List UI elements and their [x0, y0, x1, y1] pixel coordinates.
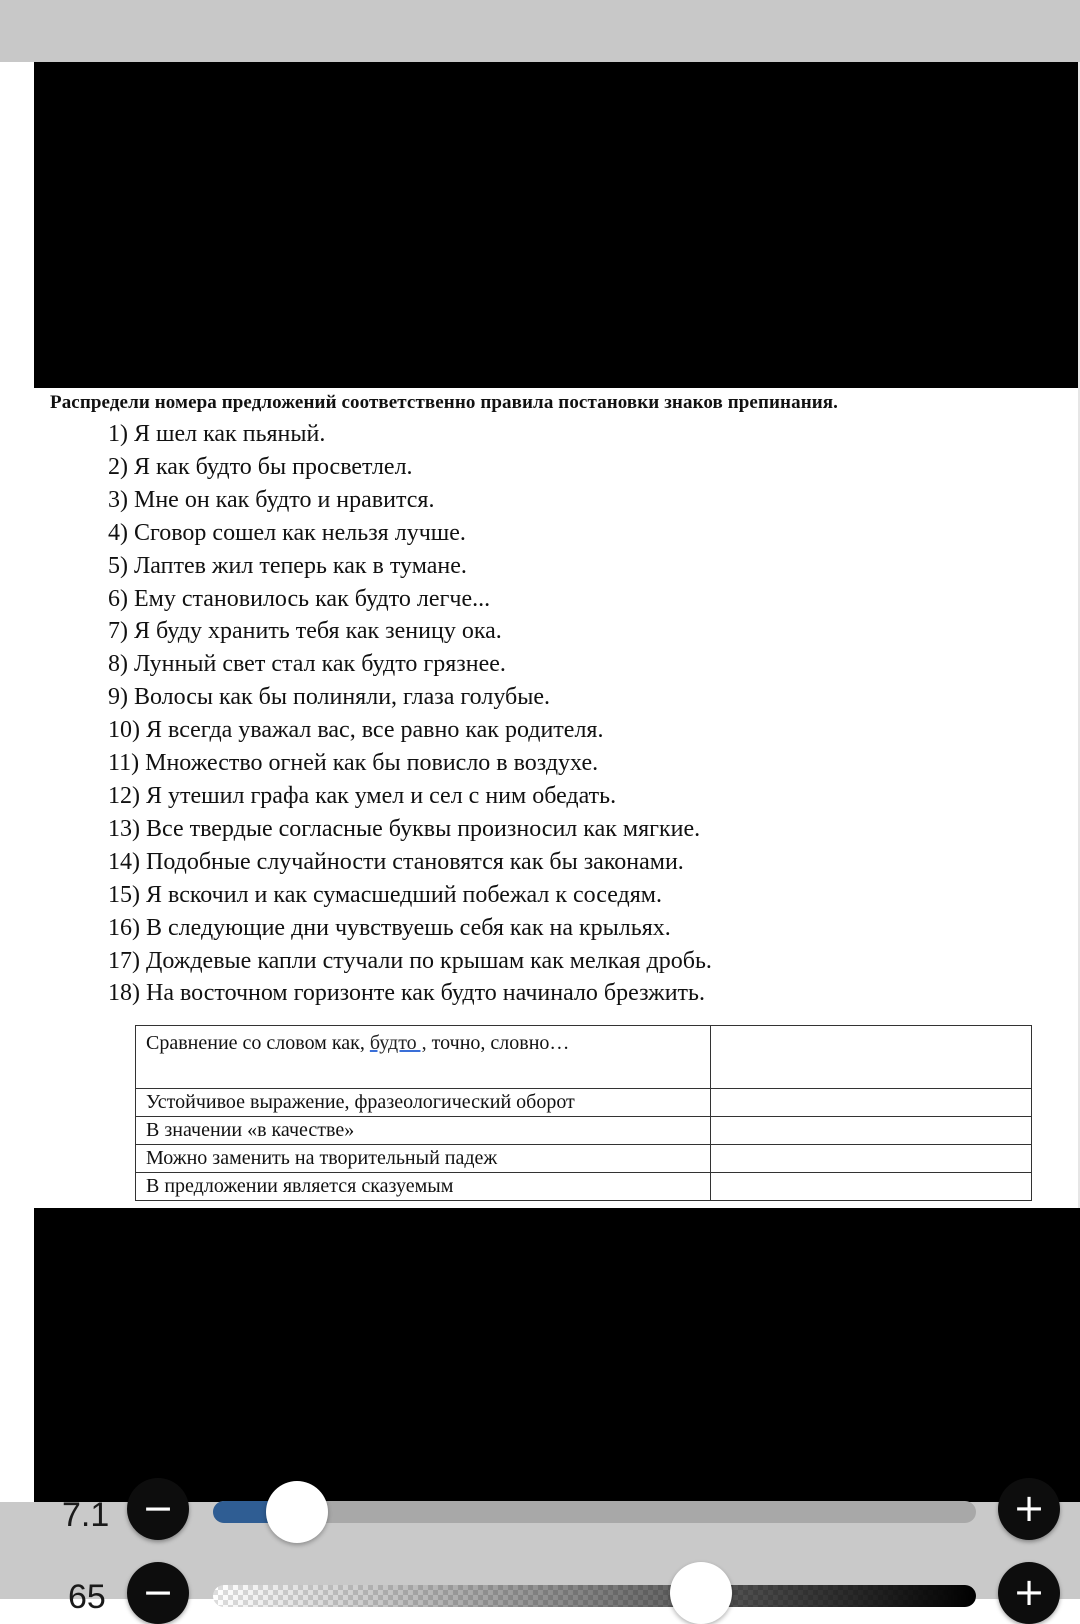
list-item: 5) Лаптев жил теперь как в тумане. — [108, 552, 467, 579]
list-item: 13) Все твердые согласные буквы произносил как мягкие. — [108, 815, 701, 842]
list-item: 3) Мне он как будто и нравится. — [108, 486, 435, 513]
minus-icon: − — [142, 1486, 174, 1530]
table-cell-answer[interactable] — [711, 1173, 1032, 1201]
slider1-minus-button[interactable] — [127, 1478, 189, 1540]
list-item: 15) Я вскочил и как сумасшедший побежал к соседям. — [108, 881, 662, 908]
answer-table — [135, 1025, 1032, 1201]
spellcheck-underlined-word: будто , — [369, 1032, 427, 1054]
table-cell-label — [136, 1026, 711, 1089]
list-item: 4) Сговор сошел как нельзя лучше. — [108, 519, 466, 546]
list-item: 8) Лунный свет стал как будто грязнее. — [108, 651, 506, 678]
top-toolbar — [0, 0, 1080, 62]
sentence-list — [108, 418, 712, 1010]
redacted-area-bottom — [34, 1208, 1080, 1508]
table-row — [136, 1026, 1032, 1089]
slider1-plus-button[interactable] — [998, 1478, 1060, 1540]
plus-icon: + — [1013, 1486, 1045, 1530]
minus-icon: − — [142, 1570, 174, 1614]
table-cell-label: В предложении является сказуемым — [136, 1173, 711, 1201]
plus-icon: + — [1013, 1570, 1045, 1614]
table-cell-answer[interactable] — [711, 1026, 1032, 1089]
slider2-plus-button[interactable] — [998, 1562, 1060, 1624]
list-item: 6) Ему становилось как будто легче... — [108, 585, 491, 612]
slider2-track[interactable] — [213, 1585, 976, 1607]
table-cell-answer[interactable] — [711, 1145, 1032, 1173]
list-item: 11) Множество огней как бы повисло в воздухе. — [108, 750, 599, 777]
slider2-gradient — [213, 1585, 976, 1607]
list-item: 12) Я утешил графа как умел и сел с ним обедать. — [108, 782, 617, 809]
slider1-readout: 7.1 — [62, 1496, 110, 1534]
table-cell-answer[interactable] — [711, 1117, 1032, 1145]
table-cell-label: В значении «в качестве» — [136, 1117, 711, 1145]
task-title: Распредели номера предложений соответственно правила постановки знаков препинания. — [50, 392, 839, 413]
list-item: 18) На восточном горизонте как будто начинало брезжить. — [108, 980, 705, 1007]
adjustment-panel — [0, 1486, 1080, 1616]
table-cell-label: Устойчивое выражение, фразеологический оборот — [136, 1089, 711, 1117]
table-row — [136, 1089, 1032, 1117]
table-row — [136, 1145, 1032, 1173]
cell-text-before: Сравнение со словом как, — [146, 1032, 370, 1054]
list-item: 17) Дождевые капли стучали по крышам как мелкая дробь. — [108, 947, 712, 974]
slider1-knob[interactable] — [266, 1481, 328, 1543]
slider2-knob[interactable] — [670, 1562, 732, 1624]
redacted-area-top — [34, 62, 1080, 388]
list-item: 1) Я шел как пьяный. — [108, 421, 326, 447]
list-item: 2) Я как будто бы просветлел. — [108, 453, 413, 480]
table-row — [136, 1173, 1032, 1201]
list-item: 7) Я буду хранить тебя как зеницу ока. — [108, 618, 502, 645]
list-item: 9) Волосы как бы полиняли, глаза голубые. — [108, 684, 550, 711]
cell-text-after: точно, словно… — [426, 1032, 570, 1054]
table-cell-label: Можно заменить на творительный падеж — [136, 1145, 711, 1173]
slider2-readout: 65 — [68, 1578, 106, 1616]
table-cell-answer[interactable] — [711, 1089, 1032, 1117]
list-item: 16) В следующие дни чувствуешь себя как на крыльях. — [108, 914, 671, 941]
list-item: 14) Подобные случайности становятся как бы законами. — [108, 848, 684, 875]
list-item: 10) Я всегда уважал вас, все равно как родителя. — [108, 717, 604, 744]
table-row — [136, 1117, 1032, 1145]
slider2-minus-button[interactable] — [127, 1562, 189, 1624]
